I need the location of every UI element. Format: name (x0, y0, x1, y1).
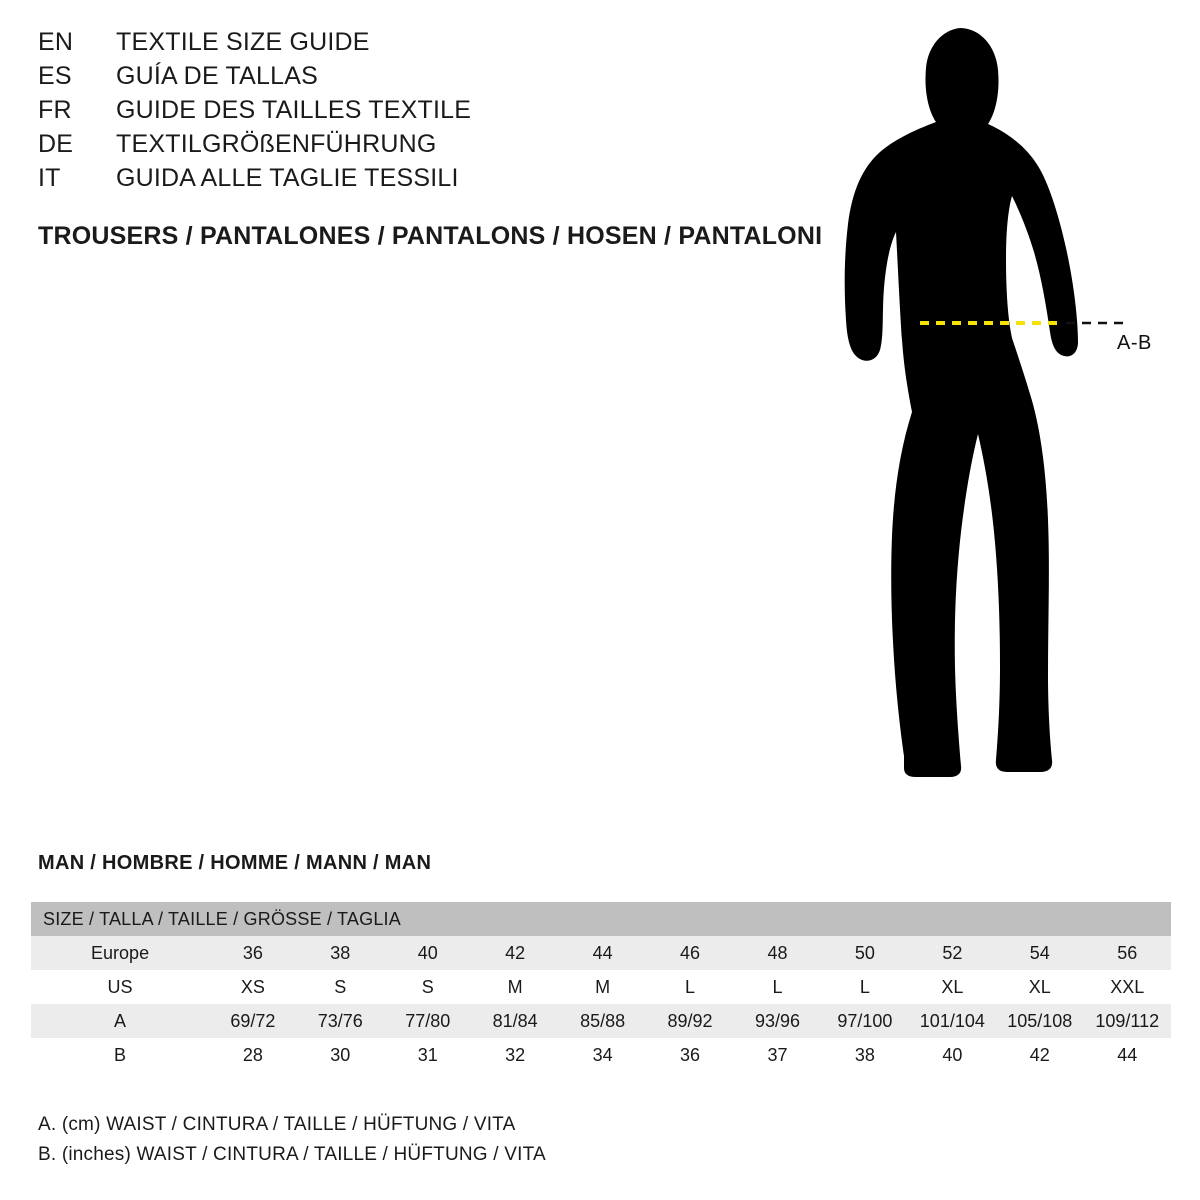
language-text-de: TEXTILGRÖßENFÜHRUNG (116, 130, 437, 158)
cell-us-7: L (772, 976, 783, 997)
cell-us-9: XL (941, 976, 964, 997)
language-code-en: EN (38, 28, 74, 56)
cell-a-9: 101/104 (919, 1010, 985, 1031)
cell-europe-10: 54 (1029, 942, 1050, 963)
cell-b-1: 28 (242, 1044, 263, 1065)
table-row (31, 1004, 1171, 1038)
table-row (31, 936, 1171, 970)
cell-europe-1: 36 (242, 942, 263, 963)
cell-a-4: 81/84 (492, 1010, 538, 1031)
cell-a-11: 109/112 (1095, 1010, 1160, 1031)
cell-us-8: L (859, 976, 870, 997)
cell-a-1: 69/72 (230, 1010, 276, 1031)
cell-europe-3: 40 (417, 942, 438, 963)
cell-europe-8: 50 (854, 942, 875, 963)
language-code-es: ES (38, 62, 72, 90)
table-row (31, 970, 1171, 1004)
cell-us-11: XXL (1110, 976, 1145, 997)
cell-b-6: 36 (680, 1044, 701, 1065)
cell-a-7: 93/96 (754, 1010, 800, 1031)
size-table-wrapper (31, 902, 1171, 1072)
language-code-it: IT (38, 164, 61, 192)
footnotes (38, 1110, 546, 1170)
language-text-fr: GUIDE DES TAILLES TEXTILE (116, 96, 472, 124)
row-label-b: B (114, 1044, 127, 1065)
cell-a-10: 105/108 (1007, 1010, 1073, 1031)
size-table (31, 902, 1171, 1072)
figure-silhouette (800, 20, 1190, 810)
cell-b-4: 32 (505, 1044, 526, 1065)
language-row-fr (38, 96, 778, 130)
language-code-fr: FR (38, 96, 72, 124)
language-row-de (38, 130, 778, 164)
language-row-es (38, 62, 778, 96)
language-list (38, 28, 778, 198)
language-row-it (38, 164, 778, 198)
cell-a-3: 77/80 (405, 1010, 451, 1031)
cell-us-6: L (685, 976, 696, 997)
cell-europe-2: 38 (330, 942, 351, 963)
cell-b-11: 44 (1117, 1044, 1138, 1065)
footnote-a: A. (cm) WAIST / CINTURA / TAILLE / HÜFTUNG / VITA (38, 1114, 516, 1135)
cell-europe-9: 52 (942, 942, 963, 963)
table-header-label: SIZE / TALLA / TAILLE / GRÖSSE / TAGLIA (43, 908, 401, 929)
cell-b-10: 42 (1029, 1044, 1050, 1065)
cell-b-3: 31 (417, 1044, 438, 1065)
garment-type-title: TROUSERS / PANTALONES / PANTALONS / HOSEN / PANTALONI (38, 222, 823, 250)
cell-b-5: 34 (592, 1044, 613, 1065)
cell-a-6: 89/92 (667, 1010, 713, 1031)
cell-us-2: S (334, 976, 347, 997)
table-header-row (31, 902, 1171, 936)
language-row-en (38, 28, 778, 62)
footnote-b: B. (inches) WAIST / CINTURA / TAILLE / HÜFTUNG / VITA (38, 1144, 546, 1165)
cell-europe-4: 42 (505, 942, 526, 963)
language-text-it: GUIDA ALLE TAGLIE TESSILI (116, 164, 459, 192)
row-label-europe: Europe (91, 942, 150, 963)
cell-b-9: 40 (942, 1044, 963, 1065)
language-text-es: GUÍA DE TALLAS (116, 62, 318, 90)
table-group-title: MAN / HOMBRE / HOMME / MANN / MAN (38, 852, 432, 874)
cell-us-3: S (421, 976, 434, 997)
cell-us-10: XL (1028, 976, 1051, 997)
cell-us-1: XS (240, 976, 265, 997)
language-code-de: DE (38, 130, 74, 158)
cell-us-5: M (595, 976, 611, 997)
cell-b-8: 38 (854, 1044, 875, 1065)
silhouette-shape (845, 28, 1078, 777)
measure-label-ab: A-B (1117, 332, 1152, 354)
row-label-us: US (107, 976, 133, 997)
cell-b-2: 30 (330, 1044, 351, 1065)
table-row (31, 1038, 1171, 1072)
cell-b-7: 37 (767, 1044, 788, 1065)
cell-europe-6: 46 (680, 942, 701, 963)
cell-europe-7: 48 (767, 942, 788, 963)
cell-europe-11: 56 (1117, 942, 1138, 963)
cell-a-2: 73/76 (317, 1010, 363, 1031)
cell-a-5: 85/88 (580, 1010, 626, 1031)
language-text-en: TEXTILE SIZE GUIDE (116, 28, 370, 56)
cell-us-4: M (507, 976, 523, 997)
row-label-a: A (114, 1010, 127, 1031)
cell-europe-5: 44 (592, 942, 613, 963)
cell-a-8: 97/100 (837, 1010, 893, 1031)
